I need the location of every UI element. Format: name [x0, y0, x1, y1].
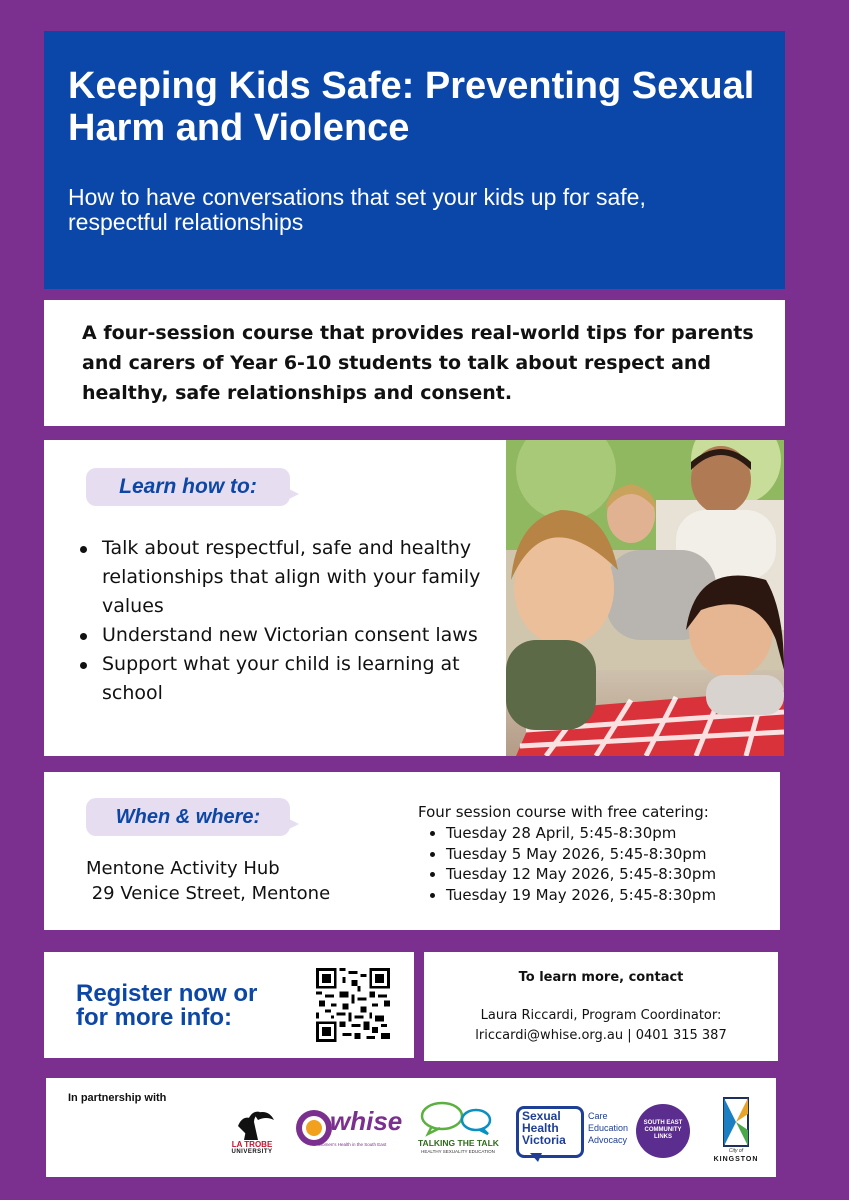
venue-name: Mentone Activity Hub [86, 858, 280, 879]
kingston-shield-icon [722, 1096, 750, 1148]
sessions-heading: Four session course with free catering: [418, 803, 709, 821]
page-title: Keeping Kids Safe: Preventing Sexual Harm and Violence [68, 65, 755, 149]
learn-list [102, 534, 502, 708]
contact-panel [424, 952, 778, 1061]
contact-heading: To learn more, contact [518, 970, 684, 985]
venue-address [86, 856, 386, 906]
lyrebird-icon [224, 1106, 280, 1142]
learn-item: Talk about respectful, safe and healthy relationships that align with your family values [102, 534, 502, 621]
whise-logo [294, 1106, 403, 1152]
latrobe-university: UNIVERSITY [231, 1149, 273, 1155]
family-photo [506, 440, 784, 756]
session-list [446, 823, 716, 905]
shv-side1: Care [588, 1111, 608, 1121]
qr-code[interactable] [316, 968, 390, 1042]
intro-text: A four-session course that provides real-world tips for parents and carers of Year 6-10 students to talk about respect and healthy, safe relationships and consent. [82, 322, 754, 404]
partners-heading: In partnership with [68, 1092, 167, 1104]
shv-side2: Education [588, 1123, 629, 1133]
secl-line2: COMMUNITY [644, 1127, 682, 1133]
session-item: Tuesday 19 May 2026, 5:45-8:30pm [446, 885, 717, 904]
secl-line1: SOUTH EAST [643, 1120, 683, 1126]
learn-item: Support what your child is learning at school [102, 650, 502, 708]
kingston-small-text: City of [728, 1148, 744, 1154]
session-item: Tuesday 12 May 2026, 5:45-8:30pm [446, 865, 717, 883]
latrobe-logo [224, 1106, 280, 1162]
talking-the-talk-name: TALKING THE TALK [418, 1138, 499, 1148]
contact-name: Laura Riccardi, Program Coordinator: [480, 1008, 722, 1023]
south-east-community-links-logo [636, 1104, 690, 1158]
when-where-panel [44, 772, 780, 930]
latrobe-name: LA TROBE [231, 1140, 273, 1149]
when-where-heading: When & where: [86, 798, 290, 836]
whise-name: whise [330, 1106, 403, 1136]
shv-pointer [530, 1153, 542, 1162]
shv-line1: Sexual [522, 1109, 561, 1123]
kingston-name: KINGSTON [713, 1156, 759, 1163]
city-of-kingston-logo [706, 1096, 766, 1172]
shv-line3: Victoria [522, 1133, 566, 1147]
learn-panel [44, 440, 784, 756]
session-item: Tuesday 5 May 2026, 5:45-8:30pm [446, 844, 716, 865]
learn-item: Understand new Victorian consent laws [102, 621, 502, 650]
sexual-health-victoria-logo [516, 1106, 634, 1166]
talking-the-talk-logo [418, 1100, 498, 1160]
register-panel [44, 952, 414, 1058]
contact-details[interactable]: lriccardi@whise.org.au | 0401 315 387 [475, 1028, 727, 1043]
intro-panel [44, 300, 785, 426]
secl-line3: LINKS [654, 1134, 672, 1140]
header-banner [44, 31, 785, 289]
register-text: Register now or for more info: [76, 980, 258, 1031]
partners-panel [46, 1078, 776, 1177]
shv-side3: Advocacy [588, 1135, 628, 1145]
speech-bubbles-icon [418, 1100, 498, 1138]
venue-street: 29 Venice Street, Mentone [86, 883, 331, 904]
whise-tagline: Women's Health in the South East [318, 1142, 387, 1147]
session-item: Tuesday 28 April, 5:45-8:30pm [446, 823, 716, 844]
page-subtitle: How to have conversations that set your kids up for safe, respectful relationships [68, 184, 646, 235]
shv-line2: Health [522, 1121, 559, 1135]
learn-heading: Learn how to: [86, 468, 290, 506]
talking-the-talk-tagline: HEALTHY SEXUALITY EDUCATION [421, 1149, 495, 1154]
